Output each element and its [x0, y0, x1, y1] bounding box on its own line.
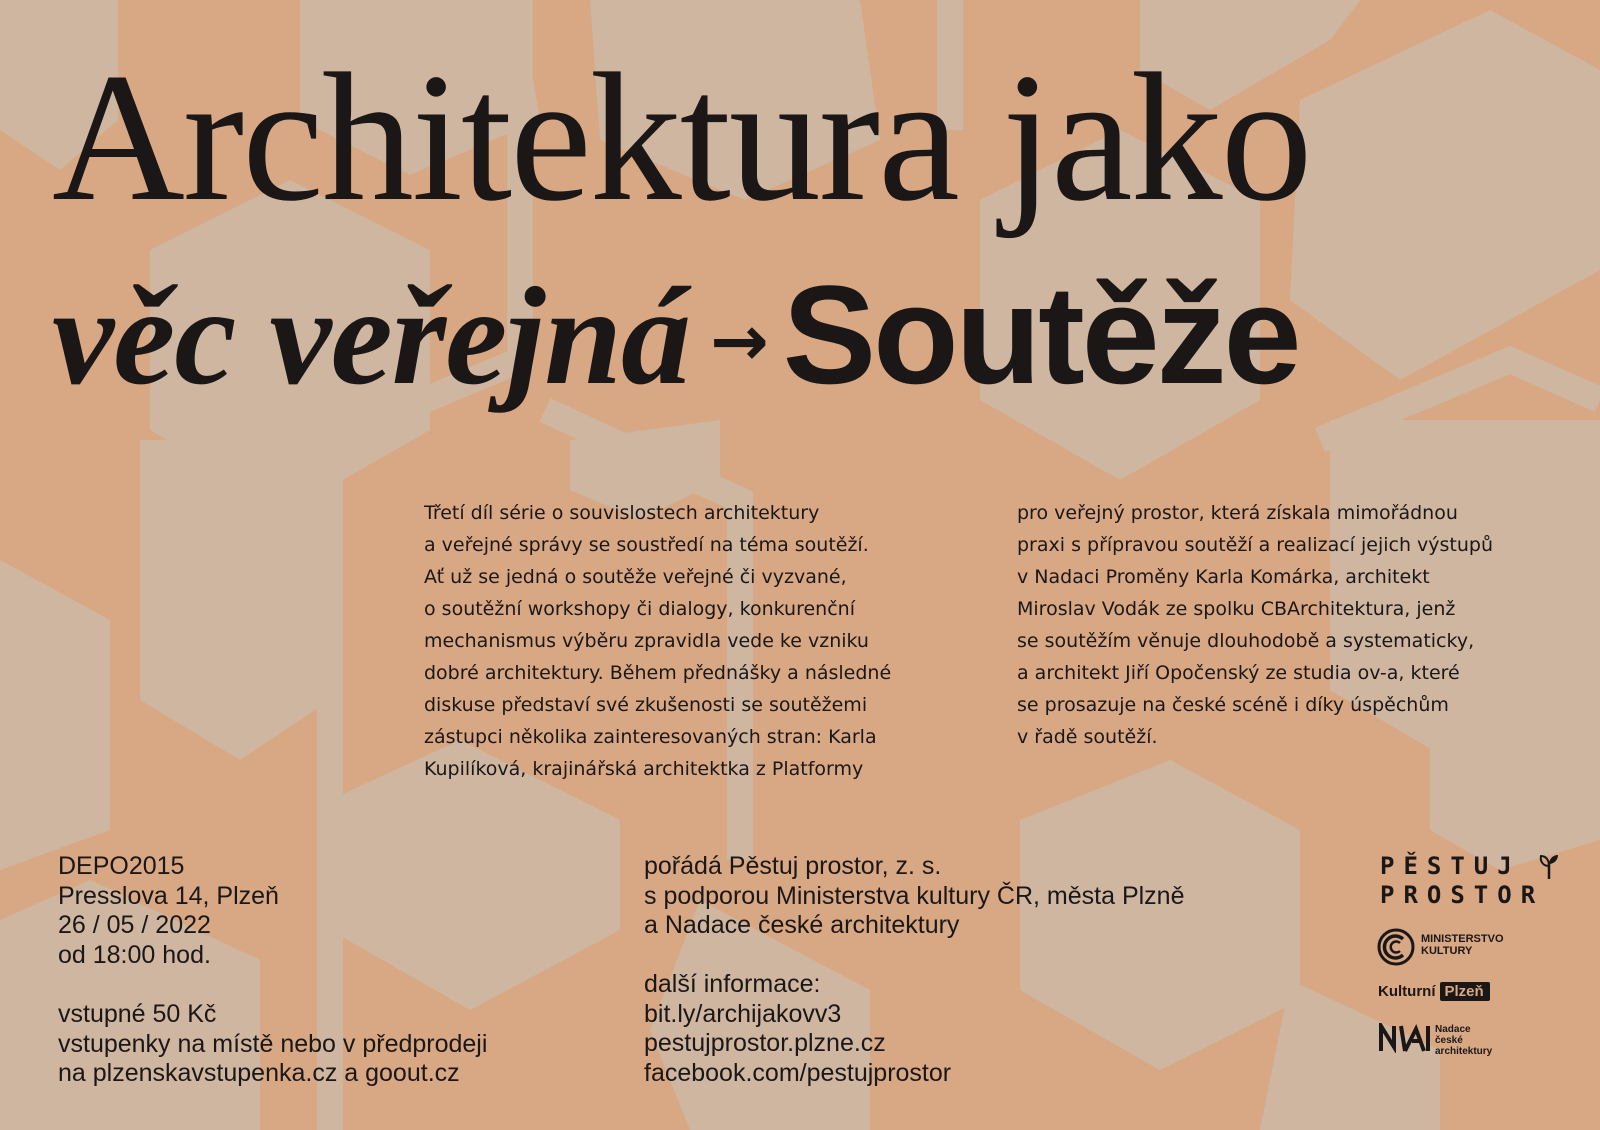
nca-wordmark — [1435, 1024, 1492, 1057]
ministry-emblem-icon — [1377, 928, 1415, 966]
info-link[interactable]: facebook.com/pestujprostor — [644, 1058, 952, 1087]
organizer-line: pořádá Pěstuj prostor, z. s. — [644, 852, 942, 880]
description-line: Ať už se jedná o soutěže veřejné či vyzvané, — [424, 566, 847, 588]
ticket-price: vstupné 50 Kč — [58, 1000, 217, 1028]
arrow-right-icon: → — [710, 300, 769, 382]
logo-text: KULTURY — [1421, 945, 1473, 957]
venue-address: Presslova 14, Plzeň — [58, 881, 279, 910]
description-line: praxi s přípravou soutěží a realizací jejich výstupů — [1017, 534, 1494, 556]
title-line-1: Architektura jako — [52, 35, 1311, 239]
description-line: se soutěžím věnuje dlouhodobě a systematicky, — [1017, 630, 1475, 652]
nca-monogram-icon — [1378, 1023, 1432, 1053]
title-subject: Soutěže — [782, 256, 1299, 413]
nadace-ceske-architektury-logo — [1378, 1023, 1518, 1059]
description-line: pro veřejný prostor, která získala mimořádnou — [1017, 502, 1458, 524]
description-column-1 — [424, 497, 891, 785]
organizer-line: s podporou Ministerstva kultury ČR, města Plzně — [644, 881, 1185, 910]
logo-text: architektury — [1435, 1046, 1493, 1057]
info-link[interactable]: pestujprostor.plzne.cz — [644, 1029, 886, 1057]
description-line: Kupilíková, krajinářská architektka z Platformy — [424, 758, 864, 780]
description-line: v Nadaci Proměny Karla Komárka, architekt — [1017, 566, 1430, 588]
description-line: diskuse představí své zkušenosti se soutěžemi — [424, 694, 868, 716]
title-line-2 — [52, 256, 1299, 414]
logo-text: Nadace — [1435, 1024, 1471, 1035]
venue-name: DEPO2015 — [58, 852, 185, 880]
ticket-sale-info: vstupenky na místě nebo v předprodeji — [58, 1029, 488, 1058]
pestuj-prostor-logo — [1380, 852, 1560, 910]
logo-text: PROSTOR — [1380, 881, 1545, 909]
logo-text: české — [1435, 1035, 1463, 1046]
logo-text: MINISTERSTVO — [1421, 933, 1504, 945]
organizer-line: a Nadace české architektury — [644, 911, 960, 939]
description-line: o soutěžní workshopy či dialogy, konkurenční — [424, 598, 855, 620]
info-link[interactable]: bit.ly/archijakovv3 — [644, 999, 842, 1028]
description-column-2 — [1017, 497, 1493, 753]
logo-tag: Plzeň — [1440, 982, 1490, 1001]
description-line: dobré architektury. Během přednášky a následné — [424, 662, 892, 684]
tickets-block — [58, 1000, 487, 1089]
organizer-block — [644, 852, 1185, 941]
description-line: Třetí díl série o souvislostech architektury — [424, 502, 820, 524]
more-info-label: další informace: — [644, 970, 821, 998]
description-line: v řadě soutěží. — [1017, 726, 1158, 748]
logo-text: PĚSTUJ — [1380, 852, 1521, 880]
description-line: a veřejné správy se soustředí na téma soutěží. — [424, 534, 869, 556]
sprout-icon — [1538, 854, 1560, 880]
description-line: se prosazuje na české scéně i díky úspěchům — [1017, 694, 1449, 716]
description-line: Miroslav Vodák ze spolku CBArchitektura, jenž — [1017, 598, 1456, 620]
more-info-block — [644, 970, 951, 1088]
ticket-sale-sites: na plzenskavstupenka.cz a goout.cz — [58, 1059, 460, 1087]
ministry-of-culture-logo — [1377, 928, 1517, 968]
title-italic-phrase: věc veřejná — [52, 259, 691, 414]
event-time: od 18:00 hod. — [58, 940, 211, 969]
ministry-wordmark — [1421, 933, 1504, 957]
description-line: zástupci několika zainteresovaných stran: Karla — [424, 726, 877, 748]
event-date: 26 / 05 / 2022 — [58, 911, 211, 939]
description-line: a architekt Jiří Opočenský ze studia ov-a, které — [1017, 662, 1460, 684]
kulturni-plzen-logo — [1378, 982, 1490, 1001]
logo-text: Kulturní — [1378, 983, 1436, 1000]
description-line: mechanismus výběru zpravidla vede ke vzniku — [424, 630, 869, 652]
venue-block — [58, 852, 279, 970]
